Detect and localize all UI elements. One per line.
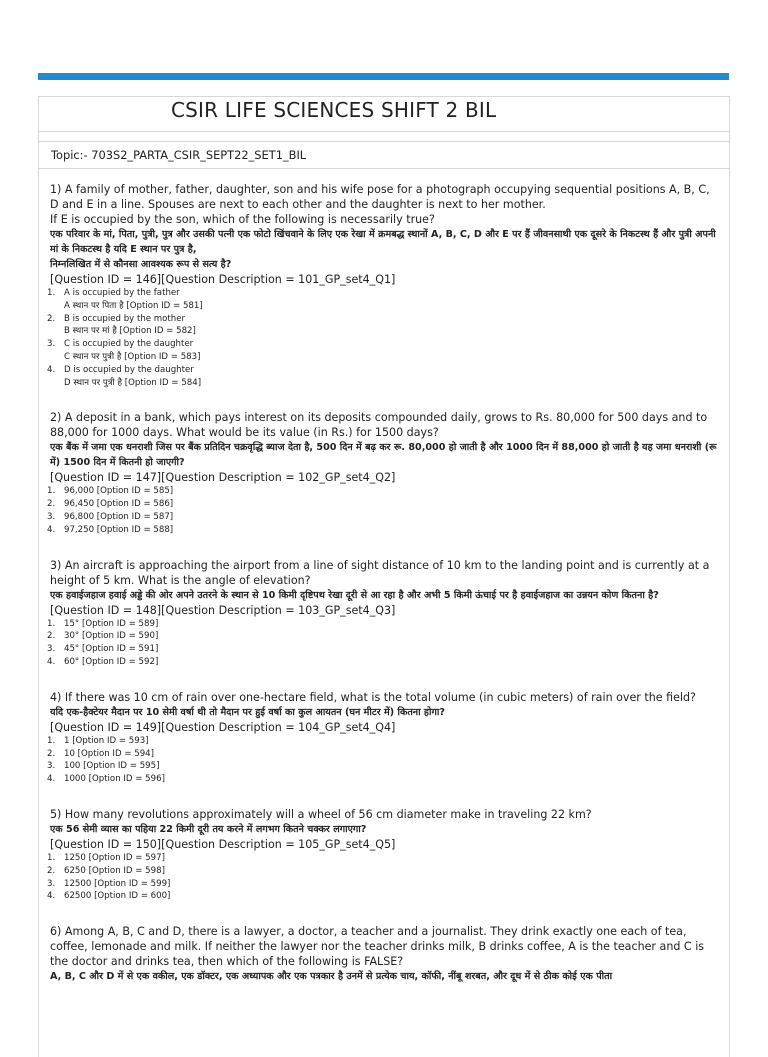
option-item: 2. 30° [Option ID = 590]: [47, 631, 159, 642]
option-item: 3. 96,800 [Option ID = 587]: [47, 511, 174, 522]
question-text: 5) How many revolutions approximately will a wheel of 56 cm diameter make in traveling 22 km?: [50, 807, 592, 821]
document-title: CSIR LIFE SCIENCES SHIFT 2 BIL: [171, 98, 497, 122]
option-item: 1. 96,000 [Option ID = 585]: [47, 486, 174, 497]
option-item: 4. 62500 [Option ID = 600]: [47, 891, 171, 902]
option-item: 4. 1000 [Option ID = 596]: [47, 774, 165, 785]
option-item: 2. 10 [Option ID = 594]: [47, 748, 155, 759]
question-hindi: एक हवाईजहाज हवाई अड्डे की ओर अपने उतरने के स्थान से 10 किमी दृष्टिपथ रेखा दूरी से आ रहा है और अभी 5 किमी ऊंचाई पर है हवाईजहाज का उन्नयन कोण कितना है?: [50, 589, 659, 601]
option-item: 3. 12500 [Option ID = 599]: [47, 878, 171, 889]
option-list: [47, 287, 719, 389]
option-item: 4. 60° [Option ID = 592]: [47, 656, 159, 667]
question-text: 1) A family of mother, father, daughter, son and his wife pose for a photograph occupying sequential positions A, B, C, D and E in a line. Spouses are next to each other and the daughter is next to her mother.: [50, 183, 710, 211]
option-list: [47, 618, 719, 669]
question-text: 3) An aircraft is approaching the airport from a line of sight distance of 10 km to the landing point and is currently at a height of 5 km. What is the angle of elevation?: [50, 558, 710, 587]
document-page: [38, 96, 730, 1057]
option-item: 4. D is occupied by the daughter D स्थान पर पुत्री है [Option ID = 584]: [47, 364, 202, 388]
option-list: [47, 485, 719, 536]
topic-label: Topic:- 703S2_PARTA_CSIR_SEPT22_SET1_BIL: [39, 141, 729, 169]
question-5: [39, 786, 729, 903]
question-hindi: एक बैंक में जमा एक धनराशी जिस पर बैंक प्रतिदिन चक्रवृद्धि ब्याज देता है, 500 दिन में बढ़ कर रू. 80,000 हो जाती है और 1000 दिन में 88,000 हो जाती है यह जमा धनराशी (रू में) 1500 दिन में कितनी हो जाएगी?: [50, 442, 717, 469]
question-hindi: A, B, C और D में से एक वकील, एक डॉक्टर, एक अध्यापक और एक पत्रकार है उनमें से प्रत्येक चाय, कॉफी, नींबू शरबत, और दूध में से ठीक कोई एक पीता: [50, 971, 613, 983]
question-6: [39, 903, 729, 984]
question-4: [39, 669, 729, 786]
question-id: [Question ID = 147][Question Description = 102_GP_set4_Q2]: [50, 471, 396, 485]
option-item: 3. C is occupied by the daughter C स्थान पर पुत्री है [Option ID = 583]: [47, 339, 201, 362]
option-item: 1. 1 [Option ID = 593]: [47, 735, 149, 746]
option-list: [47, 852, 719, 903]
option-item: 1. 1250 [Option ID = 597]: [47, 852, 165, 863]
question-text: 2) A deposit in a bank, which pays interest on its deposits compounded daily, grows to Rs. 80,000 for 500 days and to 88,000 for 1000 days. What would be its value (in Rs.) for 1500 days?: [50, 411, 708, 440]
question-hindi: यदि एक-हैक्टेयर मैदान पर 10 सेमी वर्षा थी तो मैदान पर हुई वर्षा का कुल आयतन (घन मीटर में) कितना होगा?: [50, 706, 445, 718]
question-text: 4) If there was 10 cm of rain over one-hectare field, what is the total volume (in cubic meters) of rain over the field?: [50, 690, 696, 704]
question-text: 6) Among A, B, C and D, there is a lawyer, a doctor, a teacher and a journalist. They drink exactly one each of tea, coffee, lemonade and milk. If neither the lawyer nor the teacher drinks milk, B drinks coffee, A is the teacher and C is the doctor and drinks tea, then which of the following is FALSE?: [50, 925, 705, 969]
option-item: 2. 96,450 [Option ID = 586]: [47, 499, 174, 510]
question-hindi: एक 56 सेमी व्यास का पहिया 22 किमी दूरी तय करने में लगभग कितने चक्कर लगाएगा?: [50, 823, 367, 835]
option-item: 1. A is occupied by the father A स्थान पर पिता है [Option ID = 581]: [47, 288, 203, 311]
question-id: [Question ID = 150][Question Description = 105_GP_set4_Q5]: [50, 837, 396, 851]
question-id: [Question ID = 146][Question Description = 101_GP_set4_Q1]: [50, 273, 396, 286]
option-item: 3. 100 [Option ID = 595]: [47, 761, 160, 772]
header-accent-bar: [38, 73, 729, 80]
divider: [39, 131, 729, 141]
question-hindi: एक परिवार के मां, पिता, पुत्री, पुत्र और उसकी पत्नी एक फोटो खिंचवाने के लिए एक रेखा में क्रमबद्ध स्थानों A, B, C, D और E पर हैं जीवनसाथी एक दूसरे के निकटस्थ हैं और पुत्री अपनी मां के निकटस्थ है यदि E स्थान पर पुत्र है,: [50, 229, 716, 255]
question-1: [39, 169, 729, 389]
question-id: [Question ID = 149][Question Description = 104_GP_set4_Q4]: [50, 720, 396, 734]
question-hindi-line2: निम्नलिखित में से कौनसा आवश्यक रूप से सत्य है?: [50, 259, 232, 270]
option-list: [47, 735, 719, 786]
option-item: 1. 15° [Option ID = 589]: [47, 618, 159, 629]
question-text-line2: If E is occupied by the son, which of the following is necessarily true?: [50, 213, 435, 226]
question-id: [Question ID = 148][Question Description = 103_GP_set4_Q3]: [50, 603, 396, 617]
option-item: 4. 97,250 [Option ID = 588]: [47, 524, 174, 535]
question-3: [39, 537, 729, 669]
option-item: 2. 6250 [Option ID = 598]: [47, 865, 165, 876]
option-item: 2. B is occupied by the mother B स्थान पर मां है [Option ID = 582]: [47, 313, 196, 337]
question-2: [39, 389, 729, 536]
option-item: 3. 45° [Option ID = 591]: [47, 644, 159, 655]
